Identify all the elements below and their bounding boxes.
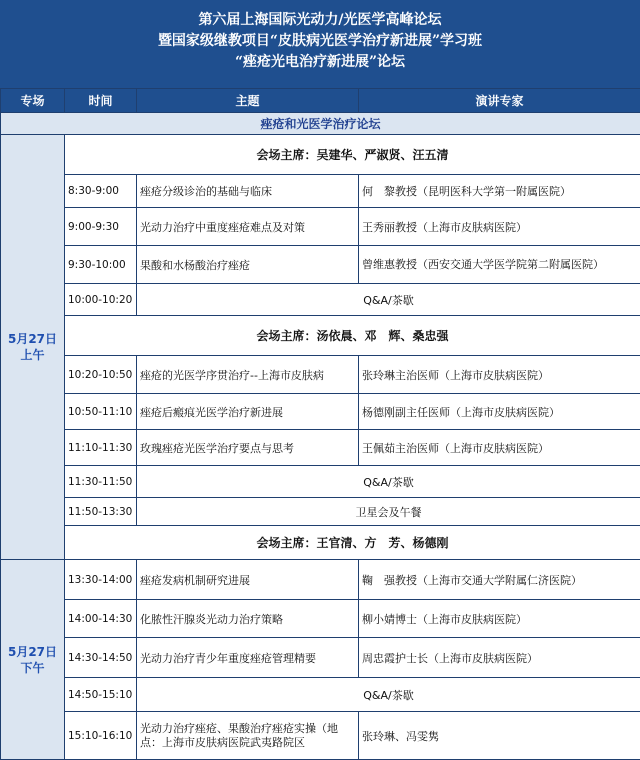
table-row — [1, 678, 640, 712]
topic-cell: 痤疮的光医学序贯治疗--上海市皮肤病 — [137, 356, 359, 394]
topic-cell: 果酸和水杨酸治疗痤疮 — [137, 246, 359, 284]
speaker-cell: 张玲琳主治医师（上海市皮肤病医院） — [359, 356, 640, 394]
schedule-table — [0, 88, 640, 760]
session-afternoon-text: 5月27日 下午 — [8, 645, 57, 675]
speaker-cell: 鞠 强教授（上海市交通大学附属仁济医院） — [359, 560, 640, 600]
time-cell: 11:10-11:30 — [65, 430, 137, 466]
column-header-topic: 主题 — [137, 89, 359, 113]
topic-cell: 痤疮分级诊治的基础与临床 — [137, 175, 359, 208]
session-label-morning — [1, 135, 65, 560]
table-row — [1, 712, 640, 760]
topic-cell: 痤疮后瘢痕光医学治疗新进展 — [137, 394, 359, 430]
chair-names: 会场主席：汤依晨、邓 辉、桑忠强 — [65, 316, 640, 356]
table-row — [1, 175, 640, 208]
table-row — [1, 356, 640, 394]
table-row — [1, 394, 640, 430]
title-line-1: 第六届上海国际光动力/光医学高峰论坛 — [0, 10, 640, 31]
column-header-session: 专场 — [1, 89, 65, 113]
time-cell: 13:30-14:00 — [65, 560, 137, 600]
topic-cell: 光动力治疗中重度痤疮难点及对策 — [137, 208, 359, 246]
chair-names: 会场主席：吴建华、严淑贤、汪五清 — [65, 135, 640, 175]
time-cell: 10:00-10:20 — [65, 284, 137, 316]
time-cell: 14:30-14:50 — [65, 638, 137, 678]
table-row — [1, 466, 640, 498]
title-banner — [0, 0, 640, 88]
table-row — [1, 638, 640, 678]
title-line-2: 暨国家级继教项目“皮肤病光医学治疗新进展”学习班 — [0, 31, 640, 52]
title-line-3: “痤疮光电治疗新进展”论坛 — [0, 52, 640, 73]
forum-title: 痤疮和光医学治疗论坛 — [1, 113, 640, 135]
time-cell: 10:20-10:50 — [65, 356, 137, 394]
speaker-cell: 柳小婧博士（上海市皮肤病医院） — [359, 600, 640, 638]
break-cell: 卫星会及午餐 — [137, 498, 640, 526]
chair-row — [1, 526, 640, 560]
chair-names: 会场主席：王官清、方 芳、杨德刚 — [65, 526, 640, 560]
topic-cell: 玫瑰痤疮光医学治疗要点与思考 — [137, 430, 359, 466]
time-cell: 9:00-9:30 — [65, 208, 137, 246]
topic-cell: 化脓性汗腺炎光动力治疗策略 — [137, 600, 359, 638]
time-cell: 9:30-10:00 — [65, 246, 137, 284]
table-row — [1, 560, 640, 600]
time-cell: 10:50-11:10 — [65, 394, 137, 430]
session-label-afternoon — [1, 560, 65, 760]
topic-cell: 光动力治疗青少年重度痤疮管理精要 — [137, 638, 359, 678]
column-header-time: 时间 — [65, 89, 137, 113]
chair-row — [1, 135, 640, 175]
speaker-cell: 周忠霞护士长（上海市皮肤病医院） — [359, 638, 640, 678]
break-cell: Q&A/茶歇 — [137, 466, 640, 498]
table-row — [1, 498, 640, 526]
table-row — [1, 246, 640, 284]
table-row — [1, 284, 640, 316]
speaker-cell: 杨德刚副主任医师（上海市皮肤病医院） — [359, 394, 640, 430]
speaker-cell: 王秀丽教授（上海市皮肤病医院） — [359, 208, 640, 246]
speaker-cell: 何 黎教授（昆明医科大学第一附属医院） — [359, 175, 640, 208]
speaker-cell: 张玲琳、冯雯隽 — [359, 712, 640, 760]
table-row — [1, 600, 640, 638]
forum-title-row — [1, 113, 640, 135]
session-morning-text: 5月27日 上午 — [8, 332, 57, 362]
time-cell: 11:30-11:50 — [65, 466, 137, 498]
topic-cell: 痤疮发病机制研究进展 — [137, 560, 359, 600]
break-cell: Q&A/茶歇 — [137, 284, 640, 316]
speaker-cell: 曾维惠教授（西安交通大学医学院第二附属医院） — [359, 246, 640, 284]
chair-row — [1, 316, 640, 356]
time-cell: 14:00-14:30 — [65, 600, 137, 638]
table-row — [1, 208, 640, 246]
break-cell: Q&A/茶歇 — [137, 678, 640, 712]
table-row — [1, 430, 640, 466]
time-cell: 8:30-9:00 — [65, 175, 137, 208]
time-cell: 11:50-13:30 — [65, 498, 137, 526]
column-header-speaker: 演讲专家 — [359, 89, 640, 113]
speaker-cell: 王佩茹主治医师（上海市皮肤病医院） — [359, 430, 640, 466]
time-cell: 15:10-16:10 — [65, 712, 137, 760]
time-cell: 14:50-15:10 — [65, 678, 137, 712]
header-row — [1, 89, 640, 113]
topic-cell: 光动力治疗痤疮、果酸治疗痤疮实操（地点：上海市皮肤病医院武夷路院区 — [137, 712, 359, 760]
